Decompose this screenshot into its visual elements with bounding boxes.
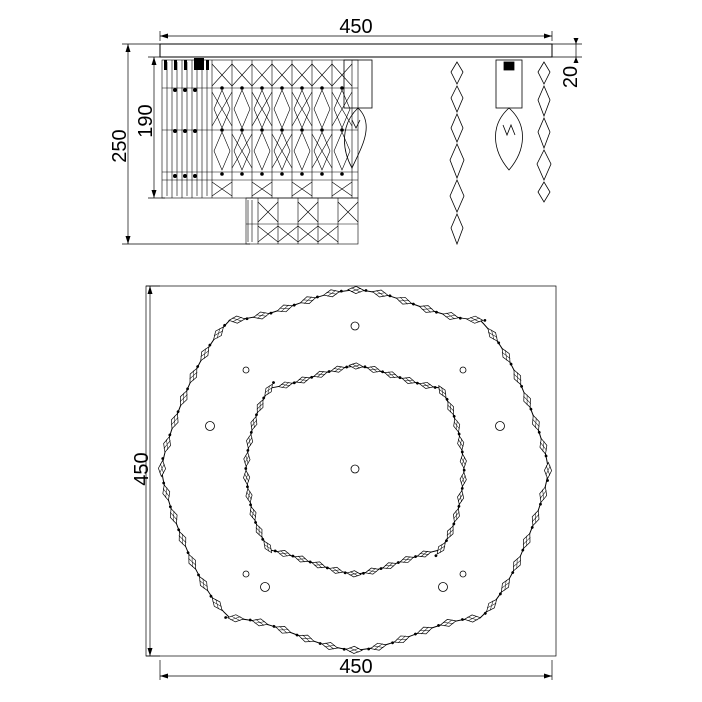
crystal-bead (278, 379, 296, 389)
inner-height-label: 190 (135, 104, 157, 138)
crystal-bead (544, 462, 552, 482)
crystal-bead (313, 368, 331, 379)
crystal-bead (308, 559, 327, 571)
crystal-bead (330, 364, 348, 374)
crystal-panel-lower (246, 198, 358, 244)
top-width-dimension (160, 656, 552, 680)
canopy-dimension (552, 38, 582, 88)
crystal-bead (295, 374, 313, 385)
crystal-bead (187, 364, 202, 385)
crystal-bead (294, 631, 315, 645)
crystal-bead (384, 370, 402, 381)
crystal-bead (262, 380, 277, 398)
side-width-dimension (160, 16, 552, 41)
crystal-bead (467, 316, 487, 325)
canopy-plate (160, 44, 552, 57)
crystal-bead (253, 309, 274, 321)
crystal-bead (452, 418, 463, 436)
top-view (131, 286, 556, 680)
crystal-bead (184, 550, 199, 571)
crystal-bead (252, 520, 265, 538)
crystal-bead (401, 375, 419, 386)
mounting-holes (206, 322, 505, 592)
crystal-bead (521, 391, 535, 412)
top-width-label: 450 (339, 656, 373, 678)
crystal-bead (538, 438, 550, 459)
crystal-bead (244, 485, 253, 503)
crystal-bead (198, 342, 214, 362)
crystal-bead (499, 347, 515, 367)
crystal-bead (509, 555, 524, 576)
crystal-bead (243, 449, 251, 467)
crystal-bead (537, 486, 549, 507)
crystal-bead (254, 395, 267, 413)
crystal-bead (511, 369, 526, 390)
crystal-bead (419, 381, 437, 391)
crystal-bead (366, 365, 384, 376)
crystal-bead (461, 614, 481, 623)
crystal-bead (348, 286, 368, 294)
side-height-dimension (109, 44, 250, 244)
crystal-bead (433, 541, 448, 559)
side-height-label: 250 (109, 129, 131, 163)
crystal-bead (418, 303, 439, 316)
crystal-bead (273, 548, 291, 559)
crystal-bead (459, 472, 467, 490)
crystal-bead (158, 457, 167, 477)
crystal-bead (229, 315, 249, 324)
crystal-bead (291, 553, 310, 565)
crystal-bead (395, 295, 416, 308)
crystal-bead (436, 384, 450, 402)
crystal-bead (248, 616, 269, 628)
crystal-bead (249, 413, 260, 431)
crystal-bead (442, 311, 463, 322)
crystal-bead (325, 565, 343, 576)
crystal-bead (323, 287, 343, 298)
crystal-bead (361, 566, 379, 576)
crystal-strand-2 (537, 62, 551, 202)
crystal-bead (530, 414, 543, 435)
crystal-bead (195, 572, 211, 592)
inner-height-dimension (135, 57, 165, 198)
crystal-strand-1 (450, 62, 464, 244)
crystal-bead (276, 301, 297, 314)
crystal-bead (161, 433, 173, 454)
crystal-bead (413, 549, 431, 560)
crystal-bead (445, 400, 457, 418)
crystal-bead (167, 504, 180, 525)
crystal-bead (349, 362, 367, 370)
crystal-bead (459, 454, 467, 472)
crystal-bead (443, 525, 456, 543)
crystal-bead (396, 554, 415, 566)
crystal-bead (245, 430, 254, 448)
crystal-bead (482, 597, 500, 617)
side-width-label: 450 (339, 16, 373, 38)
crystal-bead (485, 326, 502, 346)
crystal-bead (343, 570, 361, 578)
crystal-bead (456, 490, 465, 508)
crystal-bead (169, 409, 182, 430)
crystal-bead (299, 293, 320, 306)
top-height-label: 450 (131, 452, 153, 486)
crystal-bead (456, 436, 465, 454)
crystal-bead (450, 508, 461, 526)
crystal-bead (247, 503, 258, 521)
crystal-bead (318, 640, 339, 652)
crystal-bead (366, 641, 387, 652)
crystal-bead (413, 624, 434, 638)
crystal-bead (528, 509, 541, 530)
crystal-bead (372, 288, 393, 300)
crystal-bead (379, 560, 398, 572)
crystal-bead (160, 481, 172, 502)
crystal-bead (436, 617, 457, 629)
crystal-bead (211, 322, 229, 342)
crystal-bead (342, 646, 362, 654)
crystal-bead (243, 467, 251, 485)
canopy-label: 20 (560, 65, 582, 89)
crystal-bead (175, 527, 189, 548)
crystal-bead (271, 623, 292, 636)
crystal-bead (519, 532, 533, 553)
bulb-right (495, 60, 522, 170)
crystal-bead (259, 536, 274, 554)
crystal-panel-upper (162, 60, 358, 198)
crystal-bead (497, 577, 513, 597)
top-height-dimension (131, 286, 160, 656)
crystal-bead (390, 633, 411, 647)
side-view (109, 16, 582, 244)
crystal-bead (177, 386, 191, 407)
